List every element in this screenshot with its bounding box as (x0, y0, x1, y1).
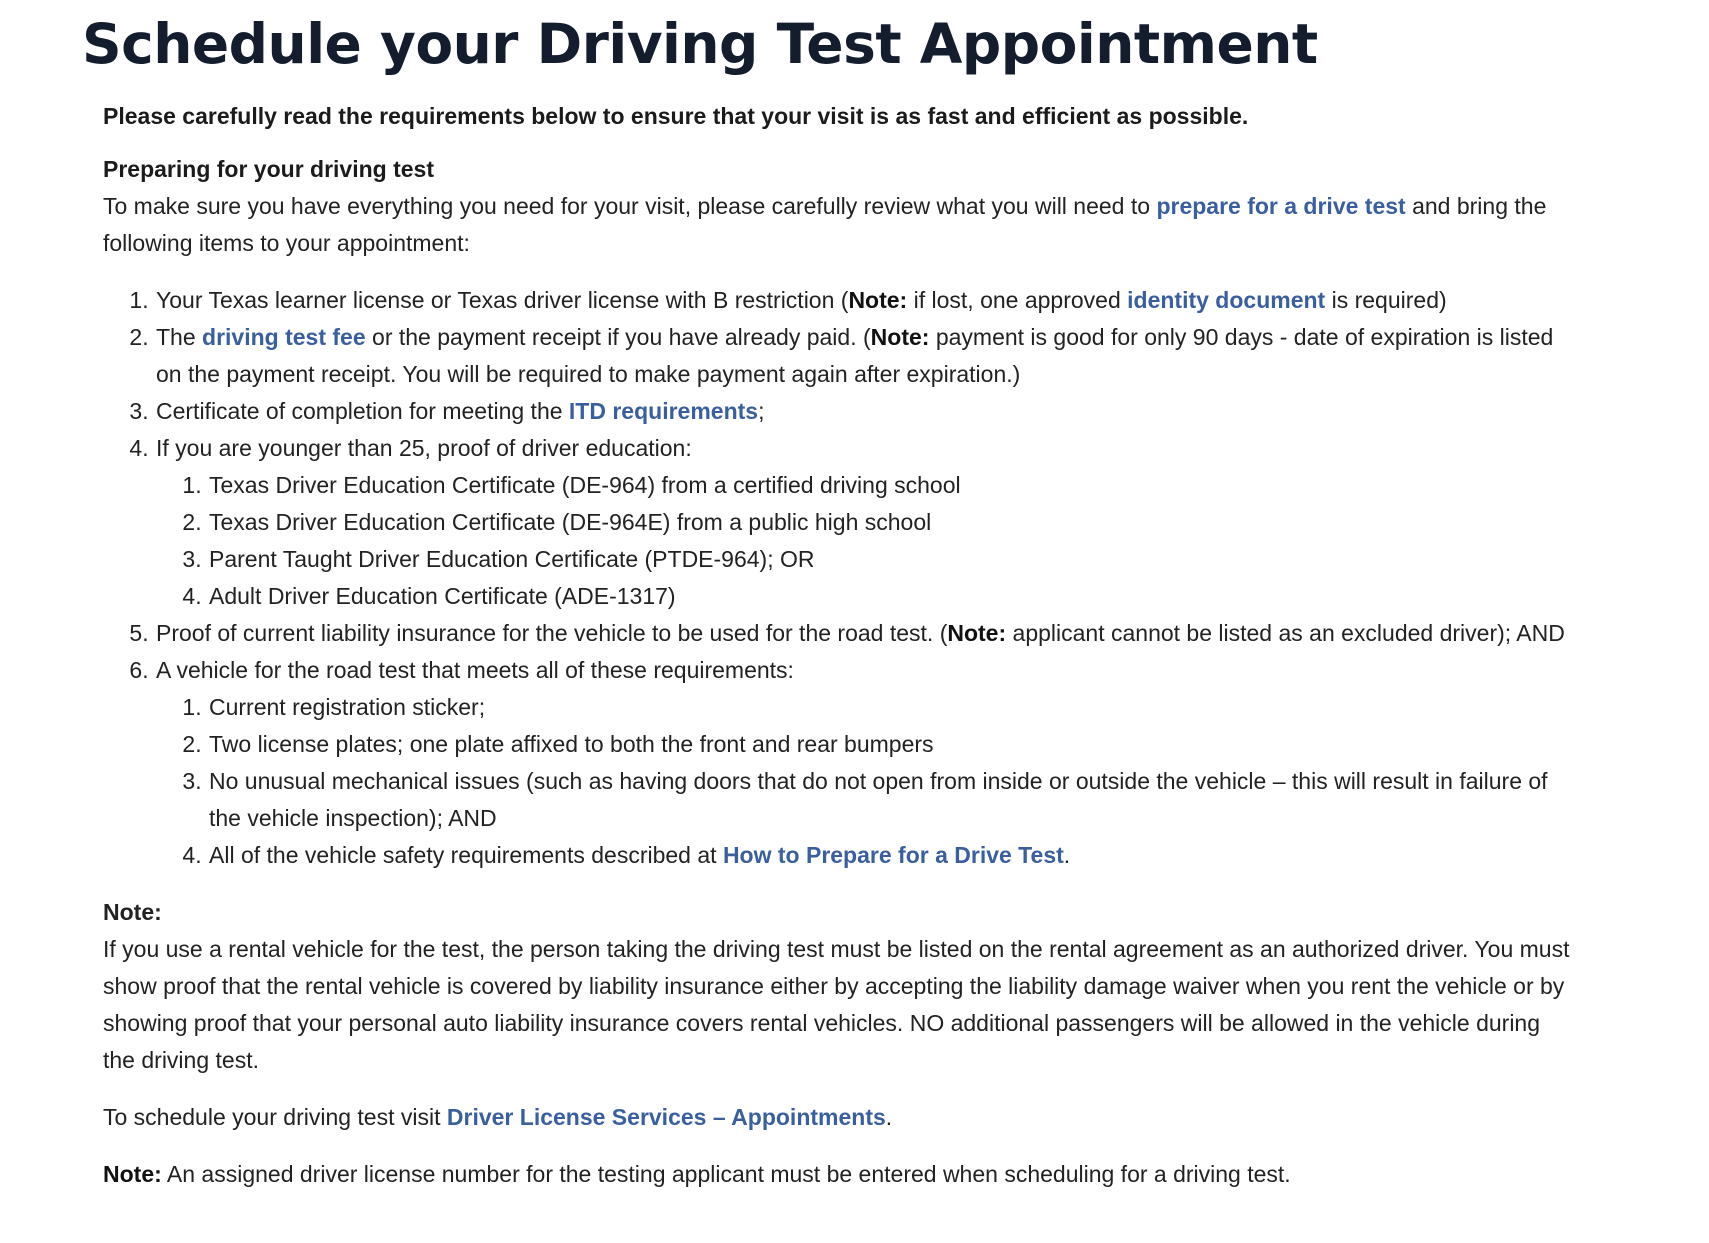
schedule-text-after: . (885, 1104, 893, 1130)
prepare-drive-test-link[interactable]: prepare for a drive test (1156, 193, 1406, 219)
item-text: applicant cannot be listed as an excluded driver); AND (1006, 620, 1565, 646)
lead-text: Please carefully read the requirements below to ensure that your visit is as fast and efficient as possible. (103, 103, 1249, 129)
item-text: . (1063, 842, 1071, 868)
item-text: The (156, 324, 203, 350)
appointments-link[interactable]: Driver License Services – Appointments (446, 1104, 886, 1130)
note-label: Note: (103, 1161, 162, 1187)
sublist-item: 1. Current registration sticker; (208, 689, 1573, 726)
item-text: or the payment receipt if you have already paid. ( (365, 324, 871, 350)
item-text: Certificate of completion for meeting the (156, 398, 569, 424)
sublist-item (208, 837, 1573, 874)
sublist-item: 1. Texas Driver Education Certificate (DE-964) from a certified driving school (208, 467, 1573, 504)
sublist-item: 3. No unusual mechanical issues (such as having doors that do not open from inside or outside the vehicle – this will result in failure of the vehicle inspection); AND (208, 763, 1573, 837)
sublist-item: 3. Parent Taught Driver Education Certificate (PTDE-964); OR (208, 541, 1573, 578)
how-to-prepare-link[interactable]: How to Prepare for a Drive Test (722, 842, 1064, 868)
list-item (155, 282, 1573, 319)
intro-text-before: To make sure you have everything you need for your visit, please carefully review what you will need to (103, 193, 1157, 219)
requirements-list (103, 282, 1573, 874)
list-item (155, 615, 1573, 652)
identity-document-link[interactable]: identity document (1127, 287, 1326, 313)
final-note-text: An assigned driver license number for the testing applicant must be entered when scheduling for a driving test. (161, 1161, 1291, 1187)
final-note (103, 1156, 1573, 1193)
driver-education-sublist (156, 467, 1573, 615)
main-content (103, 98, 1573, 1193)
preparing-heading: Preparing for your driving test (103, 156, 434, 182)
vehicle-requirements-sublist (156, 689, 1573, 874)
preparing-intro (103, 188, 1573, 262)
item-text: Your Texas learner license or Texas driver license with B restriction ( (156, 287, 849, 313)
list-item (155, 319, 1573, 393)
sublist-item: 2. Texas Driver Education Certificate (DE-964E) from a public high school (208, 504, 1573, 541)
list-item (155, 393, 1573, 430)
note-label: Note: (848, 287, 908, 313)
sublist-item: 2. Two license plates; one plate affixed to both the front and rear bumpers (208, 726, 1573, 763)
schedule-text (103, 1099, 1573, 1136)
note-heading: Note: (103, 899, 162, 925)
note-label: Note: (947, 620, 1007, 646)
item-text: ; (758, 398, 765, 424)
note-label: Note: (870, 324, 930, 350)
item-text: Proof of current liability insurance for the vehicle to be used for the road test. ( (156, 620, 948, 646)
item-text: A vehicle for the road test that meets all of these requirements: (156, 657, 794, 683)
item-text: is required) (1325, 287, 1447, 313)
list-item (155, 652, 1573, 874)
schedule-text-before: To schedule your driving test visit (103, 1104, 447, 1130)
intro-text-after: and bring the following items to your appointment: (103, 193, 1547, 256)
itd-requirements-link[interactable]: ITD requirements (568, 398, 759, 424)
driving-test-fee-link[interactable]: driving test fee (202, 324, 366, 350)
rental-note-text: If you use a rental vehicle for the test, the person taking the driving test must be listed on the rental agreement as an authorized driver. You must show proof that the rental vehicle is covered by liability insurance either by accepting the liability damage waiver when you rent the vehicle or by showing proof that your personal auto liability insurance covers rental vehicles. NO additional passengers will be allowed in the vehicle during the driving test. (103, 936, 1570, 1073)
sublist-item: 4. Adult Driver Education Certificate (ADE-1317) (208, 578, 1573, 615)
item-text: If you are younger than 25, proof of driver education: (156, 435, 692, 461)
list-item (155, 430, 1573, 615)
item-text: if lost, one approved (907, 287, 1128, 313)
item-text: All of the vehicle safety requirements described at (209, 842, 723, 868)
item-text: payment is good for only 90 days - date of expiration is listed on the payment receipt. You will be required to make payment again after expiration.) (156, 324, 1554, 387)
page-title: Schedule your Driving Test Appointment (82, 12, 1318, 76)
